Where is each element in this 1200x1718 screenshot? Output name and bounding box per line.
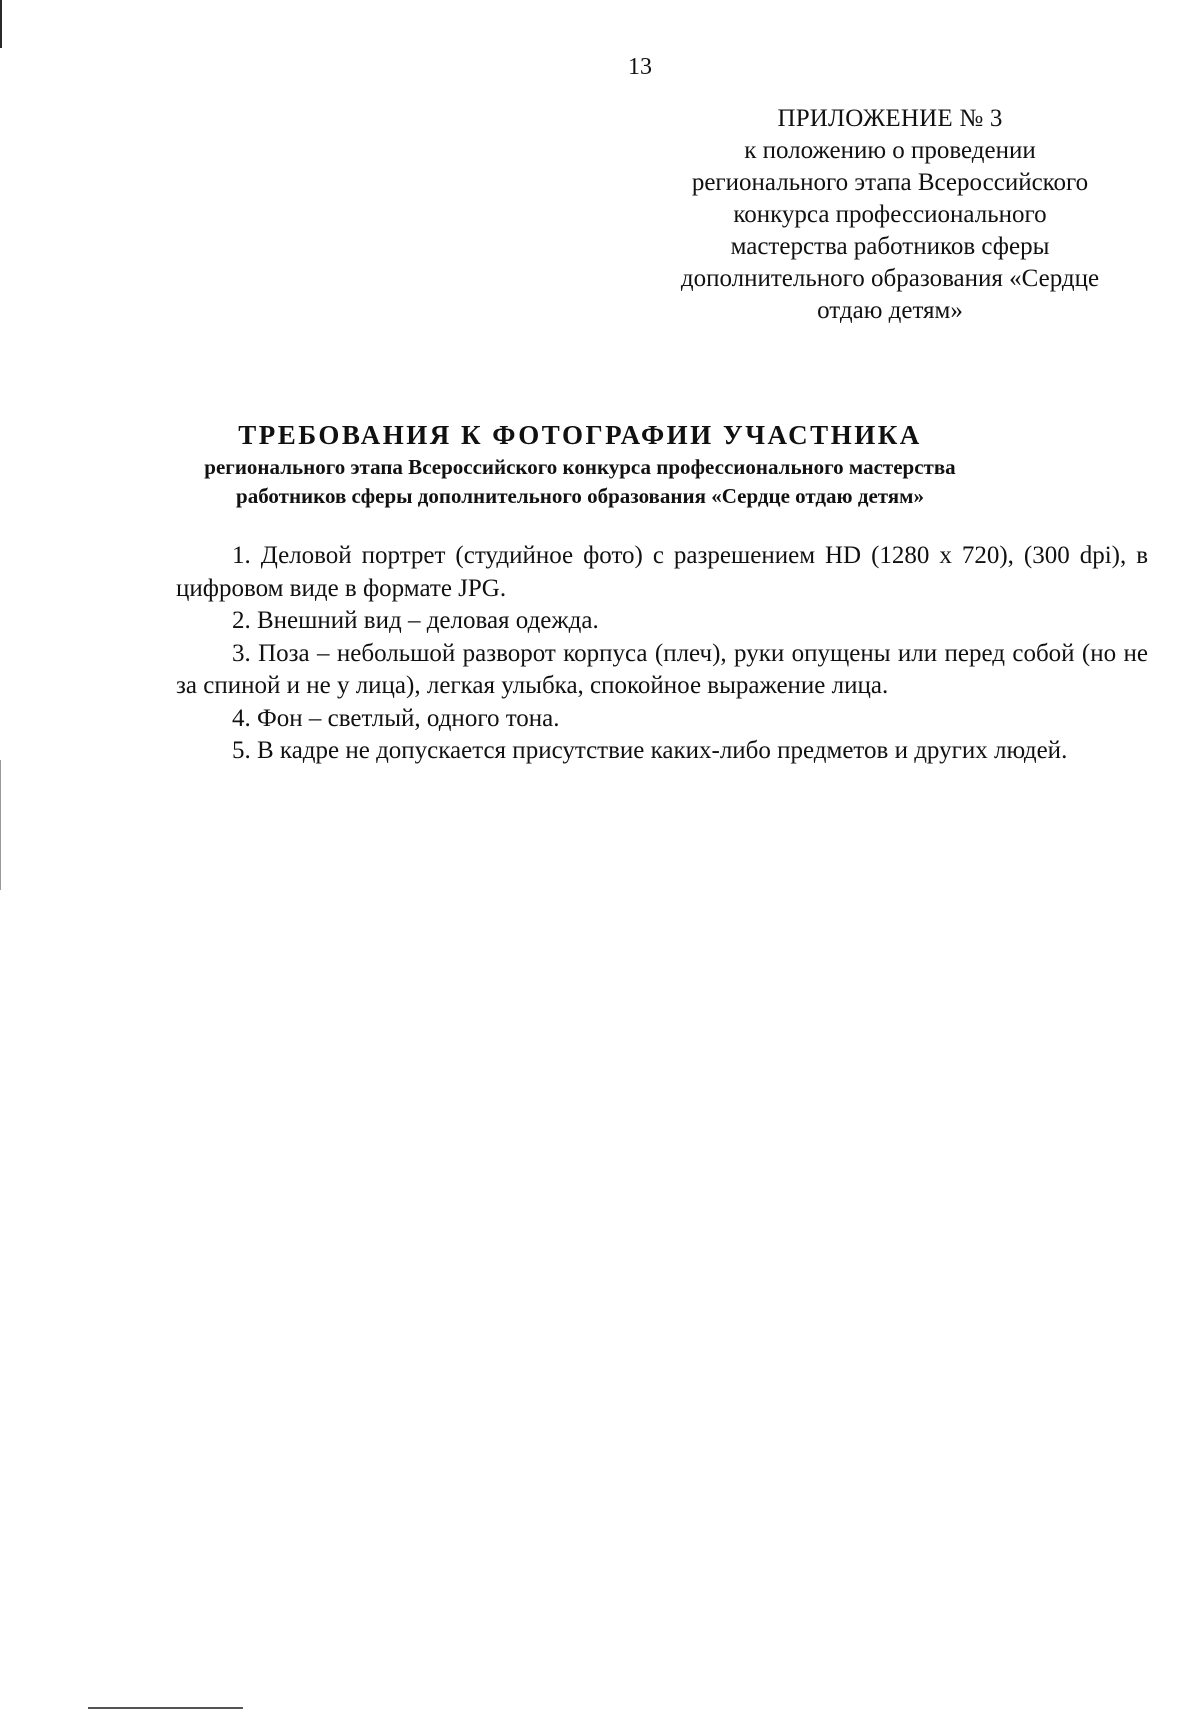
appendix-line: мастерства работников сферы <box>730 233 1050 260</box>
subtitle-line: регионального этапа Всероссийского конкурса профессионального мастерства <box>204 455 956 479</box>
appendix-line: конкурса профессионального <box>733 201 1047 228</box>
appendix-line: дополнительного образования «Сердце <box>680 265 1100 292</box>
scan-edge-mark <box>0 0 2 48</box>
page-number: 13 <box>628 54 652 80</box>
subtitle-line: работников сферы дополнительного образования «Сердце отдаю детям» <box>236 484 924 508</box>
requirements-list <box>176 540 1148 768</box>
requirement-item: 2. Внешний вид – деловая одежда. <box>232 607 599 634</box>
document-subtitle <box>190 453 970 511</box>
requirement-item: 4. Фон – светлый, одного тона. <box>232 704 560 732</box>
appendix-reference-block <box>640 103 1140 327</box>
requirement-item: 3. Поза – небольшой разворот корпуса (плеч), руки опущены или перед собой (но не за спиной и не у лица), легкая улыбка, спокойное выражение лица. <box>176 639 1148 699</box>
requirement-item: 1. Деловой портрет (студийное фото) с разрешением HD (1280 x 720), (300 dpi), в цифровом виде в формате JPG. <box>176 542 1148 602</box>
appendix-line: регионального этапа Всероссийского <box>691 169 1089 196</box>
scan-edge-mark <box>0 760 1 890</box>
footnote-separator-line <box>88 1707 243 1709</box>
requirement-item: 5. В кадре не допускается присутствие каких-либо предметов и других людей. <box>232 737 1068 764</box>
appendix-title: ПРИЛОЖЕНИЕ № 3 <box>777 105 1003 132</box>
document-title: ТРЕБОВАНИЯ К ФОТОГРАФИИ УЧАСТНИКА <box>238 420 922 450</box>
appendix-line: отдаю детям» <box>817 297 963 324</box>
appendix-line: к положению о проведении <box>744 137 1036 164</box>
